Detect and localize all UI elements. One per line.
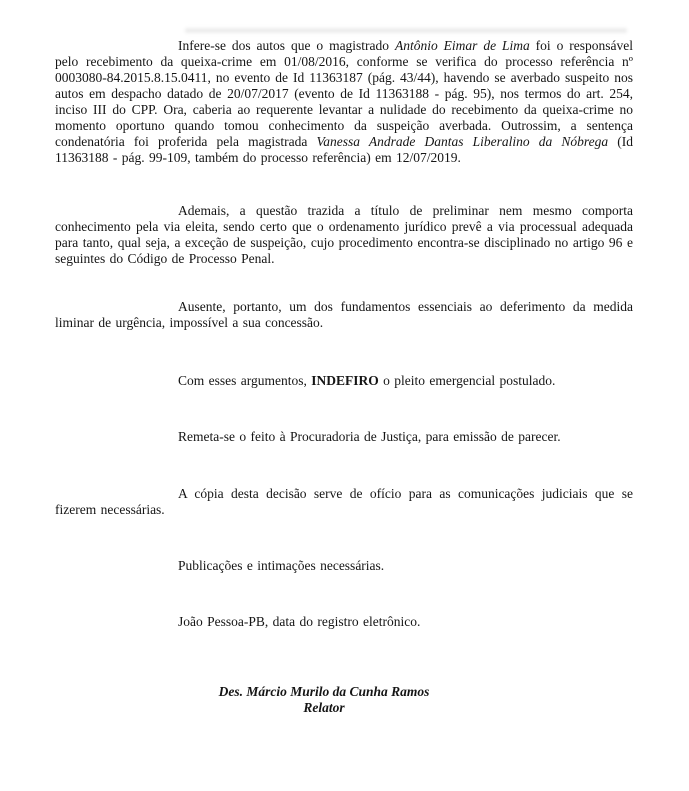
paragraph-3	[55, 299, 633, 331]
paragraph-6-text: A cópia desta decisão serve de ofício para as comunicações judiciais que se fizerem necessárias.	[55, 486, 633, 517]
magistrate-name-italic: Antônio Eimar de Lima	[394, 38, 530, 53]
paragraph-2	[55, 203, 633, 267]
paragraph-1-text: Infere-se dos autos que o magistrado	[178, 38, 395, 53]
decision-word-bold: INDEFIRO	[311, 373, 379, 388]
paragraph-3-text: Ausente, portanto, um dos fundamentos essenciais ao deferimento da medida liminar de urgência, impossível a sua concessão.	[55, 299, 633, 330]
signature-name: Des. Márcio Murilo da Cunha Ramos	[218, 684, 430, 699]
paragraph-7	[55, 558, 633, 574]
paragraph-1-text: (Id 11363188 - pág. 99-109, também do processo referência) em 12/07/2019.	[55, 134, 633, 165]
signature-block	[55, 684, 593, 716]
paragraph-4	[55, 373, 633, 389]
signature-role: Relator	[303, 700, 345, 715]
paragraph-6	[55, 486, 633, 518]
paragraph-7-text: Publicações e intimações necessárias.	[178, 558, 385, 573]
paragraph-8	[55, 614, 633, 630]
paragraph-2-text: Ademais, a questão trazida a título de preliminar nem mesmo comporta conhecimento pela via eleita, sendo certo que o ordenamento jurídico prevê a via processual adequada para tanto, qual seja, a exceção de suspeição, cujo procedimento encontra-se disciplinado no artigo 96 e seguintes do Código de Processo Penal.	[55, 203, 633, 266]
paragraph-1-text: foi o responsável pelo recebimento da queixa-crime em 01/08/2016, conforme se verifica do processo referência nº 0003080-84.2015.8.15.0411, no evento de Id 11363187 (pág. 43/44), havendo se averbado suspeito nos autos em despacho datado de 20/07/2017 (evento de Id 11363188 - pág. 95), nos termos do art. 254, inciso III do CPP. Ora, caberia ao requerente levantar a nulidade do recebimento da queixa-crime no momento oportuno quando tomou conhecimento da suspeição averbada. Outrossim, a sentença condenatória foi proferida pela magistrada	[55, 38, 633, 149]
paragraph-5	[55, 429, 633, 445]
scan-artifact-smudge	[185, 28, 627, 33]
paragraph-4-text: Com esses argumentos,	[178, 373, 312, 388]
paragraph-4-text: o pleito emergencial postulado.	[378, 373, 556, 388]
paragraph-5-text: Remeta-se o feito à Procuradoria de Justiça, para emissão de parecer.	[178, 429, 561, 444]
paragraph-1	[55, 38, 633, 166]
judge-name-italic: Vanessa Andrade Dantas Liberalino da Nóbrega	[316, 134, 609, 149]
paragraph-8-text: João Pessoa-PB, data do registro eletrônico.	[178, 614, 421, 629]
